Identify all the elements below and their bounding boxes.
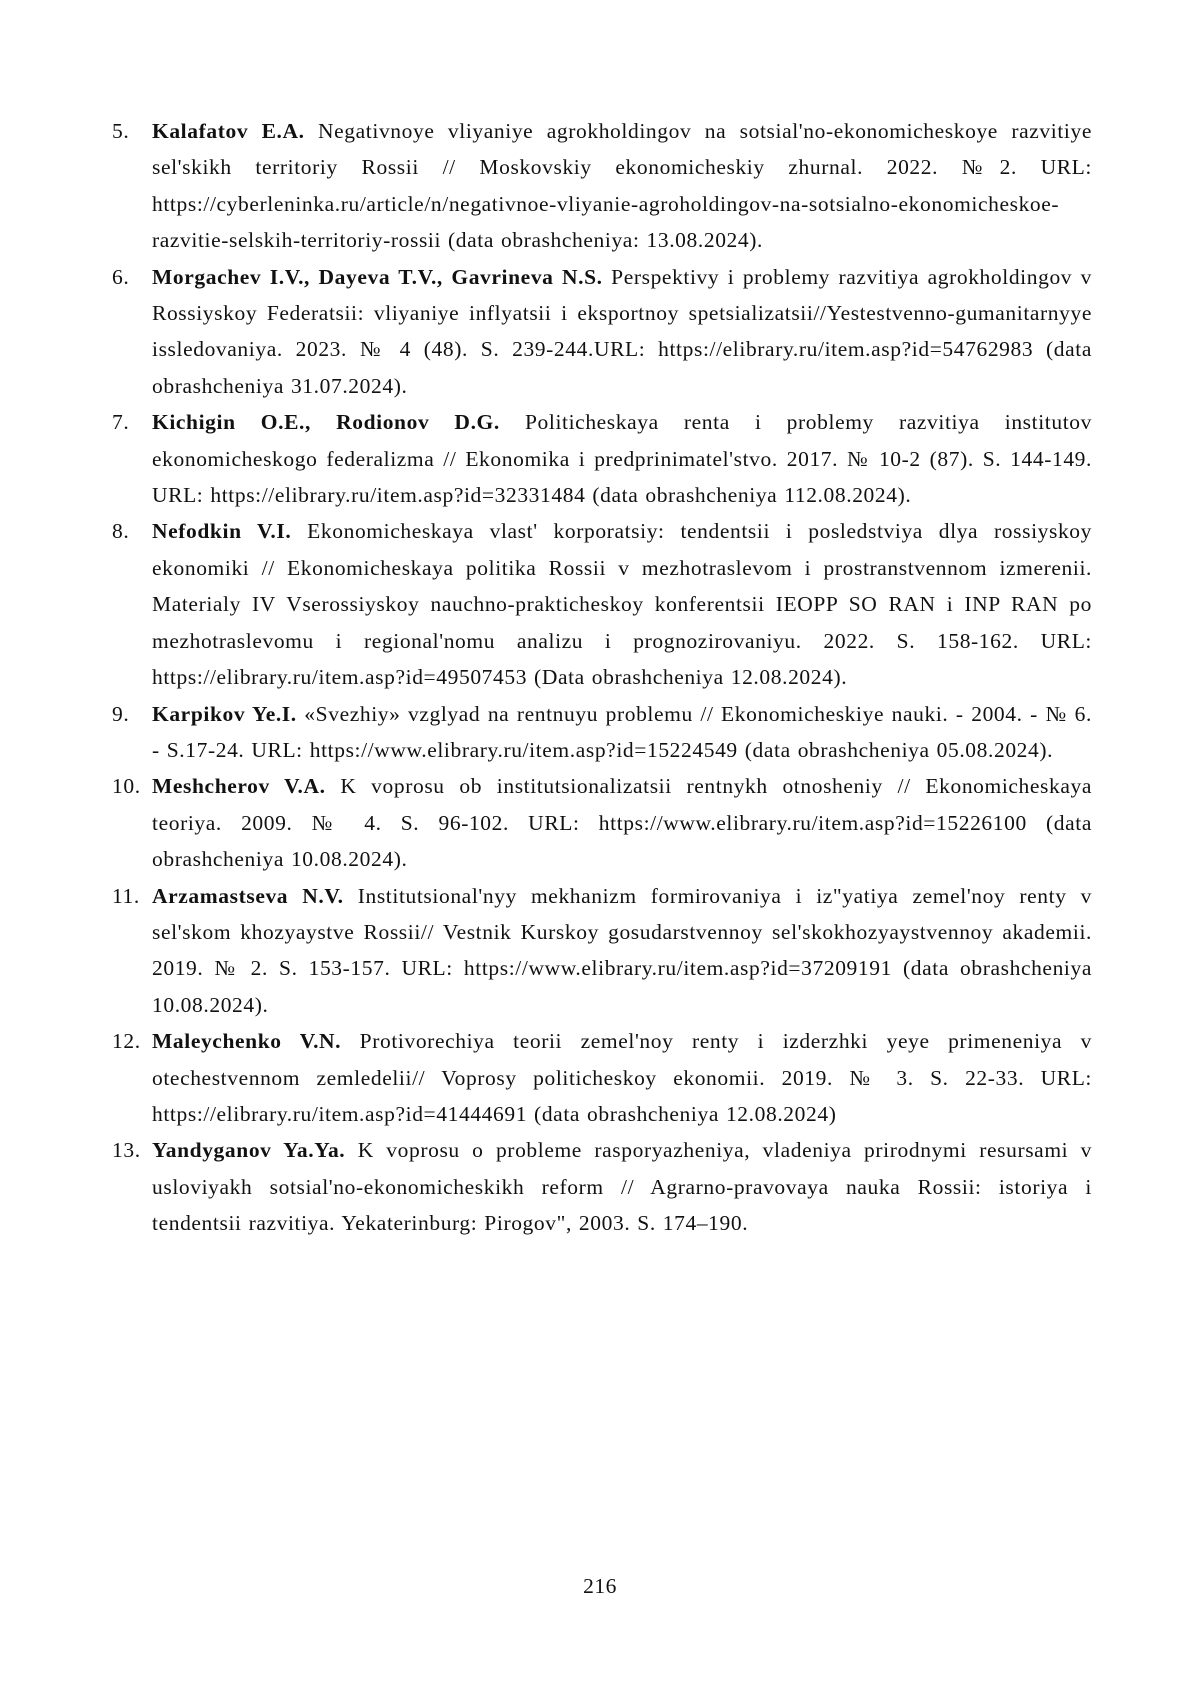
reference-body: K voprosu o probleme rasporyazheniya, vladeniya prirodnymi resursami v usloviyakh sotsial'no-ekonomicheskikh reform // Agrarno-pravovaya nauka Rossii: istoriya i tendentsii razvitiya. Yekaterinburg: Pirogov", 2003. S. 174–190. — [152, 1138, 1092, 1236]
reference-item-11 — [112, 878, 1092, 1024]
reference-item-12 — [112, 1023, 1092, 1132]
reference-body: Protivorechiya teorii zemel'noy renty i izderzhki yeye primeneniya v otechestvennom zemledelii// Voprosy politicheskoy ekonomii. 2019. № 3. S. 22-33. URL: https://elibrary.ru/item.asp?id=41444691 (data obrashcheniya 12.08.2024) — [152, 1029, 1092, 1126]
reference-author: Kalafatov E.A. — [152, 119, 305, 143]
reference-text — [152, 878, 1092, 1024]
reference-author: Maleychenko V.N. — [152, 1029, 342, 1054]
reference-text — [152, 513, 1092, 695]
reference-list — [112, 113, 1092, 1242]
reference-text — [152, 404, 1092, 513]
reference-item-7 — [112, 404, 1092, 513]
reference-author: Karpikov Ye.I. — [152, 701, 297, 726]
reference-author: Meshcherov V.A. — [152, 774, 326, 799]
reference-text — [152, 259, 1092, 405]
page-number: 216 — [583, 1574, 617, 1598]
reference-text — [152, 1023, 1092, 1132]
reference-body: «Svezhiy» vzglyad na rentnuyu problemu // Ekonomicheskiye nauki. - 2004. - № 6. - S.17-24. URL: https://www.elibrary.ru/item.asp?id=15224549 (data obrashcheniya 05.08.2024). — [152, 701, 1092, 762]
reference-author: Morgachev I.V., Dayeva T.V., Gavrineva N.S. — [152, 264, 603, 289]
reference-item-6 — [112, 259, 1092, 405]
reference-number: 6. — [112, 264, 130, 289]
reference-text — [152, 113, 1092, 259]
reference-item-9 — [112, 696, 1092, 769]
reference-body: K voprosu ob institutsionalizatsii rentnykh otnosheniy // Ekonomicheskaya teoriya. 2009. № 4. S. 96-102. URL: https://www.elibrary.ru/item.asp?id=15226100 (data obrashcheniya 10.08.2024). — [152, 774, 1092, 872]
reference-item-13 — [112, 1132, 1092, 1241]
reference-item-10 — [112, 768, 1092, 877]
reference-number: 10. — [112, 774, 141, 799]
reference-author: Kichigin O.E., Rodionov D.G. — [152, 410, 500, 435]
reference-author: Arzamastseva N.V. — [152, 883, 344, 908]
reference-number: 5. — [112, 119, 130, 143]
reference-body: Negativnoye vliyaniye agrokholdingov na sotsial'no-ekonomicheskoye razvitiye sel'skikh territoriy Rossii // Moskovskiy ekonomicheskiy zhurnal. 2022. №2. URL: https://cyberleninka.ru/article/n/negativnoe-vliyanie-agroholdingov-na-sotsialno-ekonomicheskoe-razvitie-selskih-territoriy-rossii (data obrashcheniya: 13.08.2024). — [152, 119, 1092, 253]
reference-text — [152, 696, 1092, 769]
reference-author: Yandyganov Ya.Ya. — [152, 1138, 346, 1163]
reference-text — [152, 768, 1092, 877]
reference-body: Ekonomicheskaya vlast' korporatsiy: tendentsii i posledstviya dlya rossiyskoy ekonomiki // Ekonomicheskaya politika Rossii v mezhotraslevom i prostranstvennom izmerenii. Materialy IV Vserossiyskoy nauchno-prakticheskoy konferentsii IEOPP SO RAN i INP RAN po mezhotraslevomu i regional'nomu analizu i prognozirovaniyu. 2022. S. 158-162. URL: https://elibrary.ru/item.asp?id=49507453 (Data obrashcheniya 12.08.2024). — [152, 519, 1093, 690]
reference-number: 13. — [112, 1138, 141, 1163]
reference-body: Perspektivy i problemy razvitiya agrokholdingov v Rossiyskoy Federatsii: vliyaniye inflyatsii i eksportnoy spetsializatsii//Yestestvenno-gumanitarnyye issledovaniya. 2023. № 4 (48). S. 239-244.URL: https://elibrary.ru/item.asp?id=54762983 (data obrashcheniya 31.07.2024). — [152, 264, 1092, 398]
reference-text — [152, 1132, 1092, 1241]
reference-item-5 — [112, 113, 1092, 259]
reference-number: 7. — [112, 410, 130, 435]
reference-number: 12. — [112, 1029, 141, 1054]
reference-number: 11. — [112, 883, 140, 908]
reference-body: Politicheskaya renta i problemy razvitiya institutov ekonomicheskogo federalizma // Ekonomika i predprinimatel'stvo. 2017. № 10-2 (87). S. 144-149. URL: https://elibrary.ru/item.asp?id=32331484 (data obrashcheniya 112.08.2024). — [152, 410, 1092, 508]
reference-number: 9. — [112, 701, 130, 726]
reference-number: 8. — [112, 519, 130, 544]
reference-author: Nefodkin V.I. — [152, 519, 292, 544]
reference-item-8 — [112, 513, 1092, 695]
reference-body: Institutsional'nyy mekhanizm formirovaniya i iz"yatiya zemel'noy renty v sel'skom khozyaystve Rossii// Vestnik Kurskoy gosudarstvennoy sel'skokhozyaystvennoy akademii. 2019. № 2. S. 153-157. URL: https://www.elibrary.ru/item.asp?id=37209191 (data obrashcheniya 10.08.2024). — [152, 883, 1092, 1017]
